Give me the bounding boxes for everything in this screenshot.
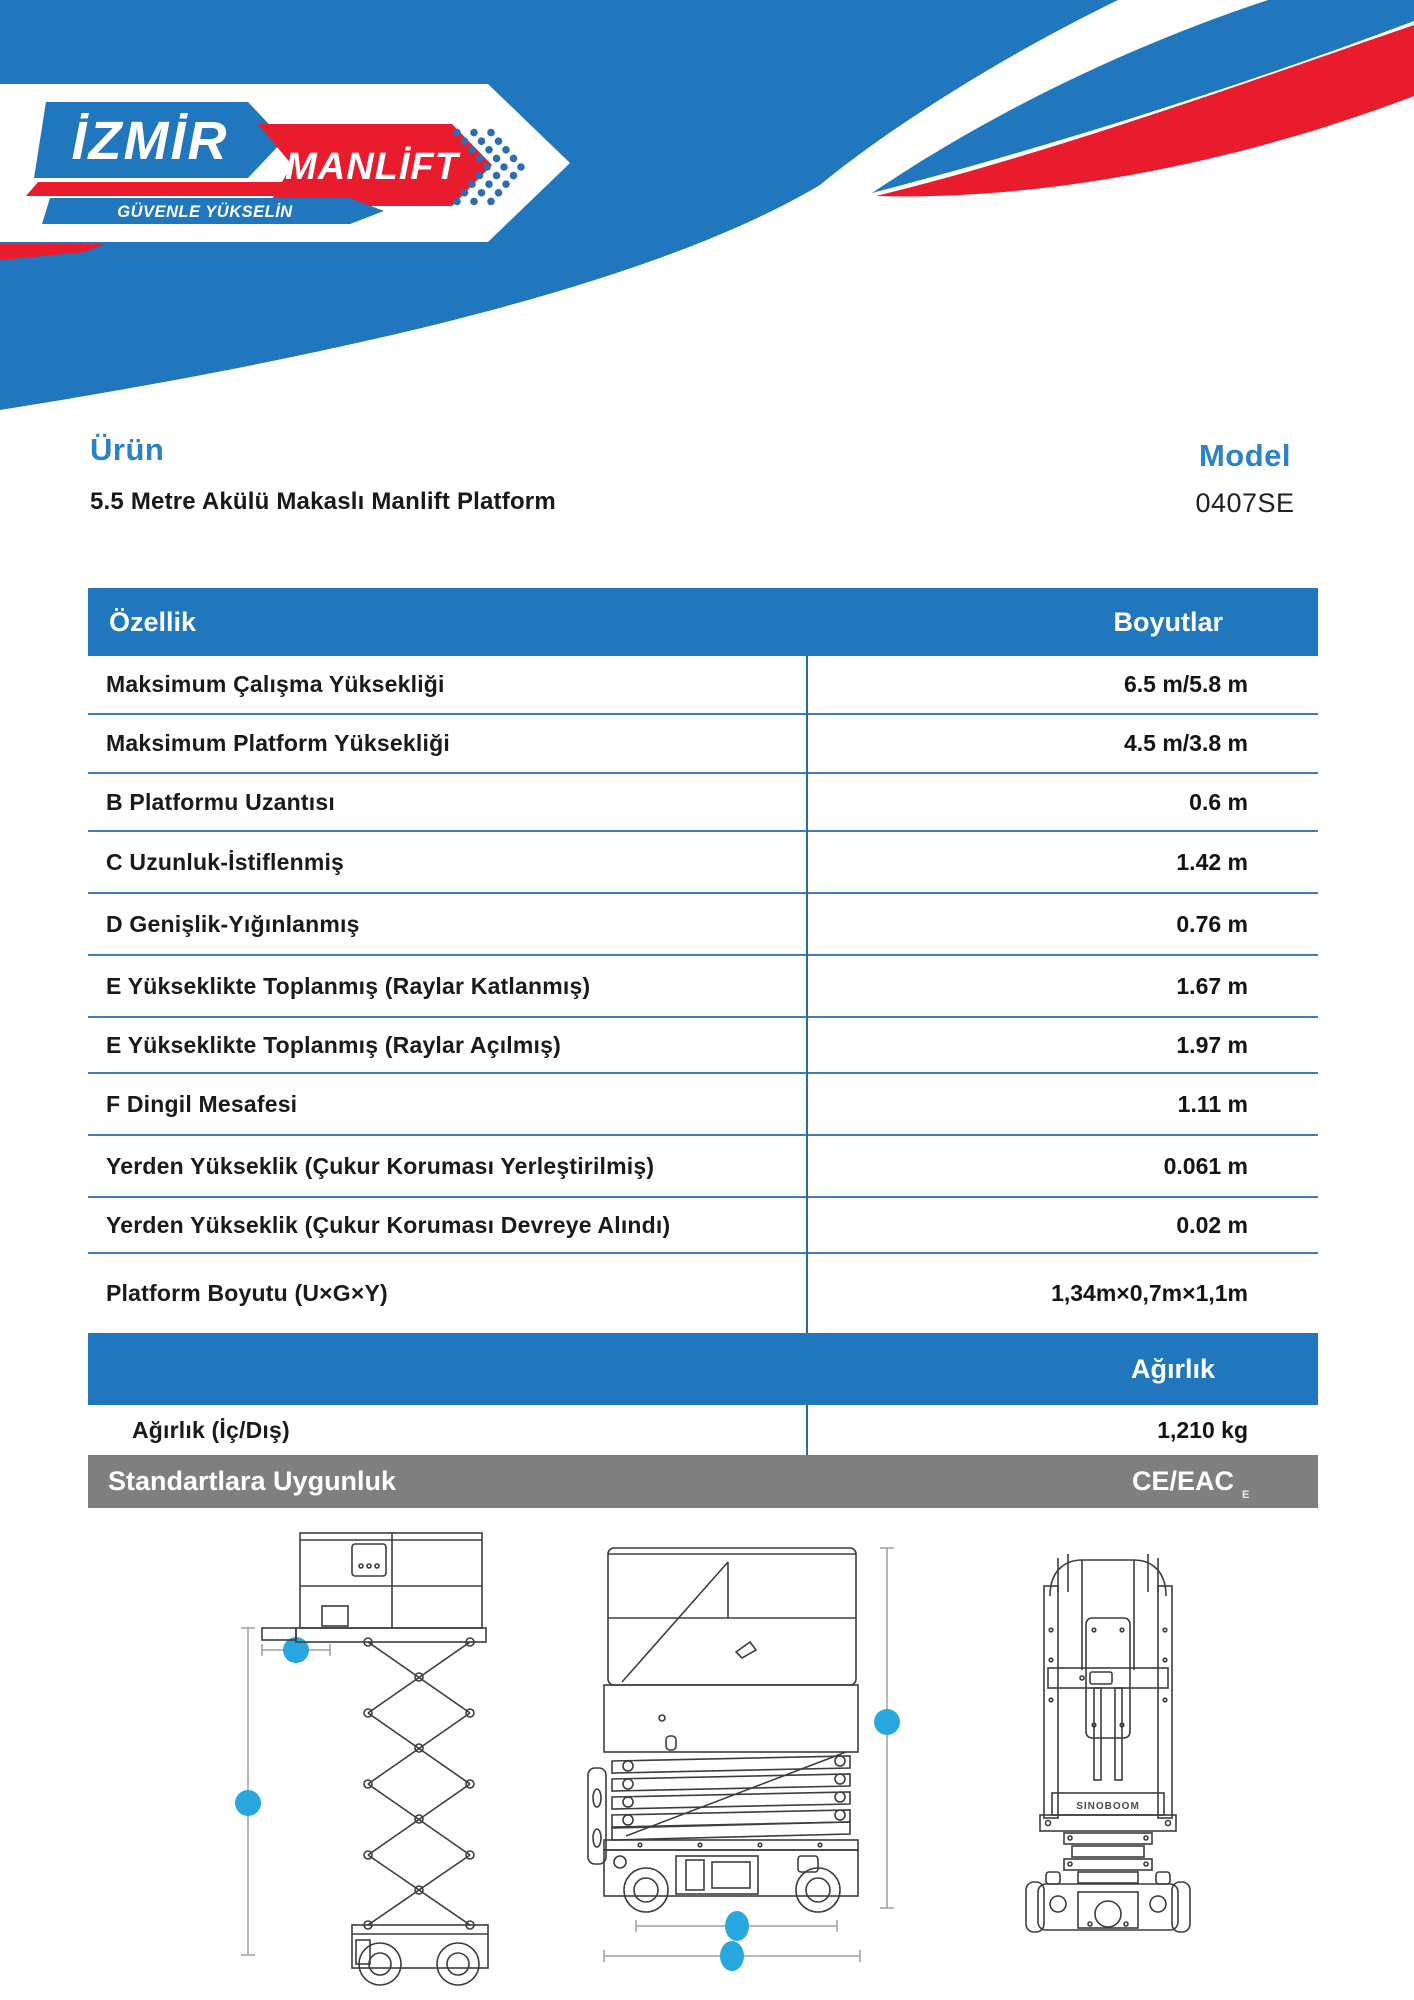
technical-drawings [0, 1500, 1414, 2000]
compliance-value: CE/EAC [1131, 1466, 1234, 1496]
stowed-dimension-lines [604, 1548, 894, 1962]
row-label: Yerden Yükseklik (Çukur Koruması Yerleştirilmiş) [106, 1152, 655, 1179]
model-block [1155, 438, 1335, 519]
table-row [88, 830, 1318, 892]
drawing-stowed-side-view [588, 1548, 900, 1971]
table-row [88, 772, 1318, 830]
row-value: 6.5 m/5.8 m [1123, 671, 1248, 697]
row-label: C Uzunluk-İstiflenmiş [106, 848, 345, 875]
table-row [88, 1072, 1318, 1134]
product-section-label: Ürün [90, 432, 165, 467]
machine-brand-text: SINOBOOM [1076, 1801, 1140, 1812]
logo-secondary-text: MANLİFT [285, 146, 459, 188]
weight-section-bar [88, 1333, 1318, 1405]
header-graphic [0, 0, 1414, 430]
row-label: Maksimum Platform Yüksekliği [106, 730, 450, 756]
model-section-label: Model [1198, 438, 1292, 473]
product-block [90, 432, 556, 516]
weight-header: Ağırlık [1130, 1353, 1215, 1384]
table-row [88, 892, 1318, 954]
logo-tagline-text: GÜVENLE YÜKSELİN [117, 203, 293, 221]
table-row [88, 1196, 1318, 1252]
row-value: 0.061 m [1163, 1152, 1248, 1179]
dimension-dot [874, 1709, 900, 1735]
table-header-bar [88, 588, 1318, 656]
column-divider [806, 656, 808, 1333]
row-value: 0.76 m [1176, 910, 1248, 937]
row-label: D Genişlik-Yığınlanmış [106, 910, 360, 937]
dimension-dot [725, 1911, 749, 1941]
row-value: 0.6 m [1189, 788, 1248, 815]
row-value: 1,34m×0,7m×1,1m [1051, 1280, 1248, 1306]
row-value: 1.42 m [1176, 848, 1248, 875]
row-label: Maksimum Çalışma Yüksekliği [106, 671, 445, 697]
table-row [88, 1252, 1318, 1333]
dimensions-header: Boyutlar [1113, 606, 1223, 637]
row-label: E Yükseklikte Toplanmış (Raylar Açılmış) [106, 1031, 561, 1058]
row-value: 0.02 m [1176, 1211, 1248, 1238]
weight-row [88, 1405, 1318, 1455]
row-value: 1.67 m [1176, 972, 1248, 999]
row-label: Yerden Yükseklik (Çukur Koruması Devreye Alındı) [106, 1211, 671, 1238]
table-row [88, 1134, 1318, 1196]
row-label: F Dingil Mesafesi [106, 1090, 298, 1117]
table-row [88, 656, 1318, 713]
drawing-elevated-side-view [235, 1533, 488, 1985]
drawing-front-view [1026, 1554, 1190, 1932]
row-label: Platform Boyutu (U×G×Y) [106, 1280, 388, 1306]
row-value: 1.11 m [1177, 1090, 1248, 1117]
table-row [88, 1016, 1318, 1072]
spec-table-body [88, 656, 1318, 1333]
table-row [88, 713, 1318, 772]
feature-header: Özellik [109, 606, 197, 637]
height-dimension-line [241, 1628, 330, 1955]
model-value: 0407SE [1195, 488, 1295, 518]
compliance-footnote: E [1242, 1489, 1250, 1501]
dimension-dot [235, 1790, 261, 1816]
compliance-label: Standartlara Uygunluk [108, 1466, 397, 1496]
row-value: 4.5 m/3.8 m [1123, 730, 1248, 756]
weight-row-value: 1,210 kg [1157, 1416, 1248, 1443]
row-label: E Yükseklikte Toplanmış (Raylar Katlanmış) [106, 972, 591, 999]
row-label: B Platformu Uzantısı [106, 788, 335, 815]
logo-primary-text: İZMİR [71, 111, 229, 171]
row-value: 1.97 m [1176, 1031, 1248, 1058]
weight-row-label: Ağırlık (İç/Dış) [132, 1416, 290, 1443]
product-name: 5.5 Metre Akülü Makaslı Manlift Platform [90, 488, 556, 515]
table-row [88, 954, 1318, 1016]
dimension-dot [720, 1941, 744, 1971]
